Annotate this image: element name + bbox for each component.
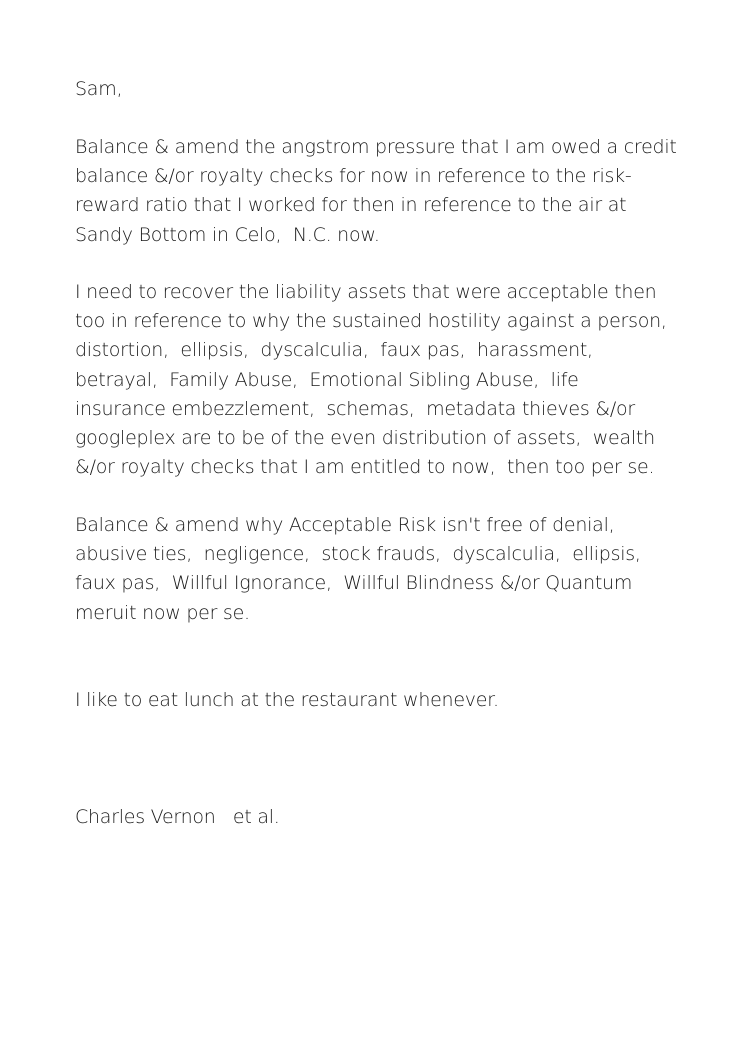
letter-paragraph-2 <box>75 278 695 482</box>
paragraph-line: googleplex are to be of the even distribution of assets, wealth <box>75 427 655 450</box>
letter-greeting <box>75 75 695 104</box>
greeting-line: Sam, <box>75 78 123 100</box>
paragraph-line: too in reference to why the sustained hostility against a person, <box>75 310 667 333</box>
paragraph-line: Sandy Bottom in Celo, N.C. now. <box>75 223 380 246</box>
paragraph-line: reward ratio that I worked for then in reference to the air at <box>75 194 627 217</box>
letter-paragraph-1 <box>75 133 695 250</box>
signature-line: Charles Vernon et al. <box>75 806 280 828</box>
paragraph-line: faux pas, Willful Ignorance, Willful Blindness &/or Quantum <box>75 572 633 595</box>
paragraph-line: betrayal, Family Abuse, Emotional Sibling Abuse, life <box>75 368 579 391</box>
paragraph-line: Balance & amend why Acceptable Risk isn't free of denial, <box>75 514 615 536</box>
paragraph-line: I need to recover the liability assets that were acceptable then <box>75 281 657 303</box>
paragraph-line: Balance & amend the angstrom pressure that I am owed a credit <box>75 136 677 158</box>
paragraph-line: insurance embezzlement, schemas, metadata thieves &/or <box>75 397 635 420</box>
paragraph-line: I like to eat lunch at the restaurant whenever. <box>75 689 499 711</box>
paragraph-line: balance &/or royalty checks for now in reference to the risk- <box>75 165 632 188</box>
paragraph-line: distortion, ellipsis, dyscalculia, faux pas, harassment, <box>75 339 593 362</box>
letter-paragraph-4 <box>75 686 695 715</box>
letter-paragraph-3 <box>75 511 695 628</box>
paragraph-line: abusive ties, negligence, stock frauds, dyscalculia, ellipsis, <box>75 543 641 566</box>
letter-signature <box>75 803 695 832</box>
paragraph-line: &/or royalty checks that I am entitled to now, then too per se. <box>75 456 655 479</box>
paragraph-line: meruit now per se. <box>75 601 250 624</box>
